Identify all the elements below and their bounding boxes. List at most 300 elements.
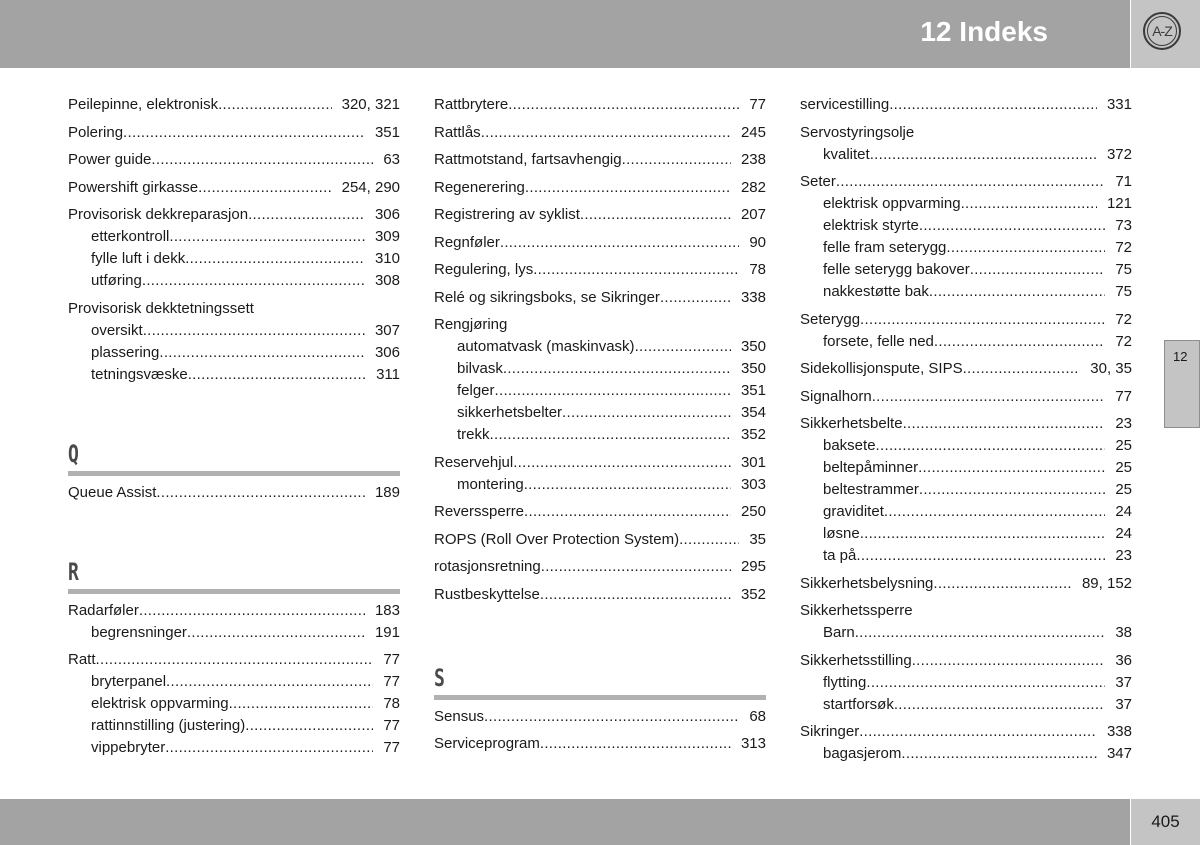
page-reference: 78 <box>383 695 400 712</box>
index-entry-block <box>68 204 400 292</box>
entry-label: graviditet <box>823 503 884 520</box>
dot-leader <box>96 649 374 671</box>
index-entry <box>800 721 1132 743</box>
section-rule <box>68 471 400 476</box>
dot-leader <box>533 259 739 281</box>
entry-label: elektrisk styrte <box>823 217 919 234</box>
index-entry <box>434 529 766 551</box>
index-subentry <box>68 270 400 292</box>
dot-leader <box>635 336 731 358</box>
entry-label: ROPS (Roll Over Protection System) <box>434 530 680 548</box>
dot-leader <box>961 193 1097 215</box>
entry-label: elektrisk oppvarming <box>823 195 961 212</box>
index-subentry <box>800 144 1132 166</box>
index-entry <box>434 287 766 309</box>
dot-leader <box>218 94 332 116</box>
dot-leader <box>912 650 1106 672</box>
entry-label: Sikkerhetsbelte <box>800 415 903 432</box>
dot-leader <box>540 584 731 606</box>
index-entry <box>434 452 766 474</box>
dot-leader <box>866 672 1105 694</box>
section-heading <box>68 426 400 476</box>
index-entry-block <box>68 149 400 171</box>
entry-label: vippebryter <box>91 739 166 756</box>
dot-leader <box>872 386 1106 408</box>
page-reference: 90 <box>749 233 766 251</box>
page-reference: 77 <box>383 717 400 734</box>
dot-leader <box>185 248 365 270</box>
dot-leader <box>860 309 1105 331</box>
dot-leader <box>248 204 365 226</box>
index-subentry <box>800 694 1132 716</box>
page-number-box <box>1131 799 1200 845</box>
entry-label: Servostyringsolje <box>800 123 915 141</box>
dot-leader <box>580 204 731 226</box>
entry-label: Sensus <box>434 707 485 725</box>
page-reference: 37 <box>1115 673 1132 691</box>
entry-label: ta på <box>823 547 857 564</box>
index-entry <box>434 122 766 144</box>
index-entry-block <box>434 584 766 606</box>
entry-label: rotasjonsretning <box>434 558 541 575</box>
dot-leader <box>876 435 1106 457</box>
dot-leader <box>541 556 731 578</box>
index-entry-block <box>434 501 766 523</box>
page-reference: 350 <box>740 338 766 355</box>
dot-leader <box>187 622 365 644</box>
entry-label: oversikt <box>91 321 143 339</box>
entry-label: bryterpanel <box>91 673 167 690</box>
index-column-1 <box>68 94 400 759</box>
entry-label: forsete, felle ned <box>823 332 934 350</box>
page-reference: 25 <box>1115 459 1132 476</box>
entry-label: Registrering av syklist <box>434 206 580 223</box>
page-reference: 72 <box>1115 310 1132 328</box>
entry-label: plassering <box>91 343 160 361</box>
index-entry-block <box>434 529 766 551</box>
dot-leader <box>500 232 739 254</box>
index-subentry <box>800 622 1132 644</box>
index-subentry <box>434 474 766 496</box>
index-entry-block <box>800 600 1132 644</box>
chapter-title: 12 Indeks <box>920 16 1048 47</box>
index-entry-block <box>68 122 400 144</box>
entry-label: Sidekollisjonspute, SIPS <box>800 360 963 377</box>
page-reference: 37 <box>1115 695 1132 713</box>
page-reference: 77 <box>749 96 766 113</box>
dot-leader <box>660 287 731 309</box>
index-entry-block <box>800 94 1132 116</box>
index-entry <box>800 358 1132 380</box>
page-reference: 36 <box>1115 651 1132 669</box>
page-reference: 303 <box>740 475 766 493</box>
dot-leader <box>484 706 739 728</box>
dot-leader <box>970 259 1106 281</box>
index-entry <box>434 314 766 336</box>
index-entry-block <box>68 600 400 644</box>
page-reference: 320, 321 <box>341 96 400 113</box>
entry-label: Sikkerhetssperre <box>800 602 913 619</box>
dot-leader <box>481 122 731 144</box>
page-reference: 35 <box>749 530 766 548</box>
entry-label: bagasjerom <box>823 745 902 762</box>
page-reference: 301 <box>740 453 766 471</box>
index-entry <box>800 171 1132 193</box>
entry-label: Peilepinne, elektronisk <box>68 96 219 113</box>
dot-leader <box>165 737 373 759</box>
dot-leader <box>918 457 1105 479</box>
dot-leader <box>870 144 1097 166</box>
index-entry <box>800 600 1132 622</box>
dot-leader <box>856 545 1105 567</box>
page-reference: 72 <box>1115 332 1132 350</box>
dot-leader <box>513 452 731 474</box>
index-entry <box>434 501 766 523</box>
index-entry <box>68 204 400 226</box>
entry-label: Relé og sikringsboks, se Sikringer <box>434 288 660 306</box>
index-entry-block <box>434 287 766 309</box>
entry-label: Regenerering <box>434 178 525 196</box>
dot-leader <box>919 215 1105 237</box>
dot-leader <box>946 237 1105 259</box>
dot-leader <box>855 622 1106 644</box>
section-heading <box>434 650 766 700</box>
page-number: 405 <box>1151 812 1180 831</box>
entry-label: Rattmotstand, fartsavhengig <box>434 151 622 168</box>
entry-label: utføring <box>91 272 142 289</box>
page-reference: 311 <box>376 365 400 383</box>
index-entry-block <box>434 232 766 254</box>
page-reference: 354 <box>740 404 766 421</box>
page-reference: 75 <box>1115 283 1132 300</box>
chapter-icon-box <box>1131 0 1200 68</box>
index-entry-block <box>800 386 1132 408</box>
index-subentry <box>68 320 400 342</box>
page-reference: 351 <box>740 382 766 399</box>
chapter-tab[interactable] <box>1164 340 1200 428</box>
page-reference: 38 <box>1115 624 1132 641</box>
dot-leader <box>525 177 731 199</box>
index-subentry <box>800 457 1132 479</box>
dot-leader <box>508 94 739 116</box>
index-entry-block <box>434 149 766 171</box>
index-subentry <box>434 402 766 424</box>
page-reference: 78 <box>749 261 766 278</box>
dot-leader <box>933 573 1072 595</box>
dot-leader <box>889 94 1097 116</box>
dot-leader <box>859 721 1097 743</box>
entry-label: felle seterygg bakover <box>823 261 970 278</box>
entry-label: Provisorisk dekkreparasjon <box>68 206 249 223</box>
page-reference: 295 <box>740 558 766 575</box>
index-subentry <box>800 259 1132 281</box>
page-reference: 72 <box>1115 239 1132 256</box>
index-entry <box>434 733 766 755</box>
entry-label: Seterygg <box>800 310 861 328</box>
page-reference: 121 <box>1106 195 1132 212</box>
index-entry-block <box>800 721 1132 765</box>
dot-leader <box>903 413 1106 435</box>
entry-label: elektrisk oppvarming <box>91 695 229 712</box>
page-reference: 352 <box>740 426 766 443</box>
page-reference: 282 <box>740 178 766 196</box>
entry-label: felger <box>457 382 495 399</box>
index-subentry <box>800 501 1132 523</box>
dot-leader <box>524 474 731 496</box>
index-entry-block <box>434 733 766 755</box>
entry-label: servicestilling <box>800 96 890 113</box>
page-reference: 73 <box>1115 217 1132 234</box>
index-entry-block <box>68 298 400 386</box>
page-reference: 351 <box>374 123 400 141</box>
entry-label: Sikkerhetsbelysning <box>800 574 934 592</box>
index-entry-block <box>434 177 766 199</box>
entry-label: startforsøk <box>823 695 894 713</box>
index-entry <box>68 298 400 320</box>
dot-leader <box>963 358 1081 380</box>
section-rule <box>434 695 766 700</box>
index-entry <box>434 706 766 728</box>
section-heading <box>68 544 400 594</box>
entry-label: Polering <box>68 123 124 141</box>
page-reference: 352 <box>740 585 766 603</box>
index-entry <box>434 556 766 578</box>
index-entry-block <box>68 482 400 504</box>
dot-leader <box>143 320 365 342</box>
index-subentry <box>68 248 400 270</box>
page-reference: 331 <box>1106 96 1132 113</box>
entry-label: Provisorisk dekktetningssett <box>68 299 254 317</box>
dot-leader <box>562 402 731 424</box>
index-entry <box>434 259 766 281</box>
index-subentry <box>800 331 1132 353</box>
section-letter: S <box>434 663 445 692</box>
index-entry-block <box>68 649 400 759</box>
dot-leader <box>229 693 374 715</box>
dot-leader <box>836 171 1105 193</box>
entry-label: montering <box>457 475 524 493</box>
entry-label: Rattbrytere <box>434 96 509 113</box>
index-subentry <box>434 336 766 358</box>
index-entry <box>800 650 1132 672</box>
dot-leader <box>495 380 731 402</box>
index-entry <box>434 177 766 199</box>
dot-leader <box>156 482 365 504</box>
entry-label: rattinnstilling (justering) <box>91 717 246 734</box>
index-subentry <box>68 622 400 644</box>
index-entry-block <box>800 573 1132 595</box>
index-subentry <box>800 545 1132 567</box>
page-reference: 30, 35 <box>1090 360 1132 377</box>
entry-label: bilvask <box>457 360 503 377</box>
entry-label: beltestrammer <box>823 481 919 498</box>
page-reference: 75 <box>1115 261 1132 278</box>
index-subentry <box>800 215 1132 237</box>
page-header <box>0 0 1130 68</box>
dot-leader <box>139 600 365 622</box>
entry-label: Seter <box>800 173 836 190</box>
entry-label: flytting <box>823 673 867 691</box>
entry-label: Radarføler <box>68 601 139 619</box>
index-subentry <box>434 380 766 402</box>
page-reference: 71 <box>1115 173 1132 190</box>
entry-label: Rustbeskyttelse <box>434 585 540 603</box>
entry-label: løsne <box>823 525 860 542</box>
index-subentry <box>68 364 400 386</box>
entry-label: Serviceprogram <box>434 735 540 752</box>
index-subentry <box>800 523 1132 545</box>
dot-leader <box>166 671 373 693</box>
index-entry-block <box>800 358 1132 380</box>
index-subentry <box>800 479 1132 501</box>
dot-leader <box>919 479 1105 501</box>
entry-label: Queue Assist <box>68 483 157 501</box>
index-entry <box>68 482 400 504</box>
page-reference: 23 <box>1115 415 1132 432</box>
index-entry <box>434 149 766 171</box>
page-reference: 63 <box>383 151 400 168</box>
dot-leader <box>540 733 731 755</box>
page-reference: 25 <box>1115 437 1132 454</box>
entry-label: begrensninger <box>91 623 187 641</box>
dot-leader <box>622 149 731 171</box>
dot-leader <box>679 529 739 551</box>
index-subentry <box>800 281 1132 303</box>
page-reference: 77 <box>1115 387 1132 405</box>
page-reference: 24 <box>1115 503 1132 520</box>
index-subentry <box>68 693 400 715</box>
dot-leader <box>524 501 731 523</box>
entry-label: Ratt <box>68 651 96 668</box>
index-entry <box>68 149 400 171</box>
index-entry-block <box>434 556 766 578</box>
page-reference: 254, 290 <box>341 178 400 196</box>
entry-label: Rengjøring <box>434 316 508 333</box>
index-entry <box>434 94 766 116</box>
section-letter: R <box>68 557 79 586</box>
index-entry <box>68 600 400 622</box>
index-entry-block <box>800 650 1132 716</box>
index-entry-block <box>434 314 766 446</box>
index-subentry <box>68 737 400 759</box>
dot-leader <box>884 501 1105 523</box>
page-footer <box>0 799 1130 845</box>
index-entry-block <box>68 177 400 199</box>
index-column-3 <box>800 94 1132 765</box>
index-entry <box>434 204 766 226</box>
entry-label: baksete <box>823 437 876 454</box>
dot-leader <box>860 523 1106 545</box>
index-entry <box>68 122 400 144</box>
page-reference: 307 <box>374 321 400 339</box>
page-reference: 68 <box>749 707 766 725</box>
entry-label: Power guide <box>68 151 152 168</box>
index-entry-block <box>434 706 766 728</box>
index-entry <box>434 232 766 254</box>
index-entry-block <box>800 413 1132 567</box>
dot-leader <box>159 342 365 364</box>
entry-label: Sikkerhetsstilling <box>800 651 912 669</box>
index-entry-block <box>434 452 766 496</box>
page-reference: 89, 152 <box>1081 574 1132 592</box>
a-z-index-icon: A-Z <box>1143 12 1181 50</box>
entry-label: Reverssperre <box>434 503 525 520</box>
index-entry-block <box>800 309 1132 353</box>
entry-label: kvalitet <box>823 145 870 163</box>
index-entry <box>800 94 1132 116</box>
dot-leader <box>894 694 1105 716</box>
entry-label: Rattlås <box>434 123 481 141</box>
dot-leader <box>123 122 365 144</box>
index-subentry <box>800 193 1132 215</box>
page-reference: 207 <box>740 206 766 223</box>
index-subentry <box>800 435 1132 457</box>
entry-label: Barn <box>823 624 855 641</box>
entry-label: Sikringer <box>800 723 860 740</box>
index-entry <box>800 573 1132 595</box>
page-reference: 25 <box>1115 481 1132 498</box>
entry-label: Signalhorn <box>800 387 872 405</box>
page-reference: 372 <box>1106 145 1132 163</box>
page-reference: 306 <box>374 343 400 361</box>
dot-leader <box>198 177 332 199</box>
index-subentry <box>800 672 1132 694</box>
dot-leader <box>934 331 1105 353</box>
page-reference: 347 <box>1106 745 1132 762</box>
index-subentry <box>434 424 766 446</box>
dot-leader <box>901 743 1097 765</box>
entry-label: trekk <box>457 426 490 443</box>
page-reference: 338 <box>1106 723 1132 740</box>
index-entry <box>434 584 766 606</box>
index-column-2 <box>434 94 766 755</box>
index-entry <box>800 122 1132 144</box>
page-reference: 350 <box>740 360 766 377</box>
page-reference: 189 <box>374 483 400 501</box>
page-reference: 191 <box>374 623 400 641</box>
page-reference: 306 <box>374 206 400 223</box>
index-entry <box>68 177 400 199</box>
dot-leader <box>503 358 731 380</box>
index-entry <box>800 309 1132 331</box>
dot-leader <box>245 715 373 737</box>
index-entry <box>68 649 400 671</box>
index-subentry <box>68 226 400 248</box>
index-subentry <box>434 358 766 380</box>
entry-label: sikkerhetsbelter <box>457 404 563 421</box>
index-entry <box>68 94 400 116</box>
index-entry <box>800 386 1132 408</box>
page-reference: 77 <box>383 673 400 690</box>
page-reference: 250 <box>740 503 766 520</box>
dot-leader <box>188 364 366 386</box>
index-entry-block <box>434 204 766 226</box>
entry-label: automatvask (maskinvask) <box>457 338 635 355</box>
entry-label: Regulering, lys <box>434 261 534 278</box>
dot-leader <box>929 281 1105 303</box>
index-subentry <box>68 342 400 364</box>
dot-leader <box>490 424 731 446</box>
page-reference: 238 <box>740 151 766 168</box>
entry-label: felle fram seterygg <box>823 239 947 256</box>
entry-label: etterkontroll <box>91 228 170 245</box>
index-subentry <box>68 715 400 737</box>
index-entry-block <box>434 94 766 116</box>
entry-label: Regnføler <box>434 233 500 251</box>
index-entry-block <box>434 122 766 144</box>
page-reference: 77 <box>383 739 400 756</box>
section-rule <box>68 589 400 594</box>
